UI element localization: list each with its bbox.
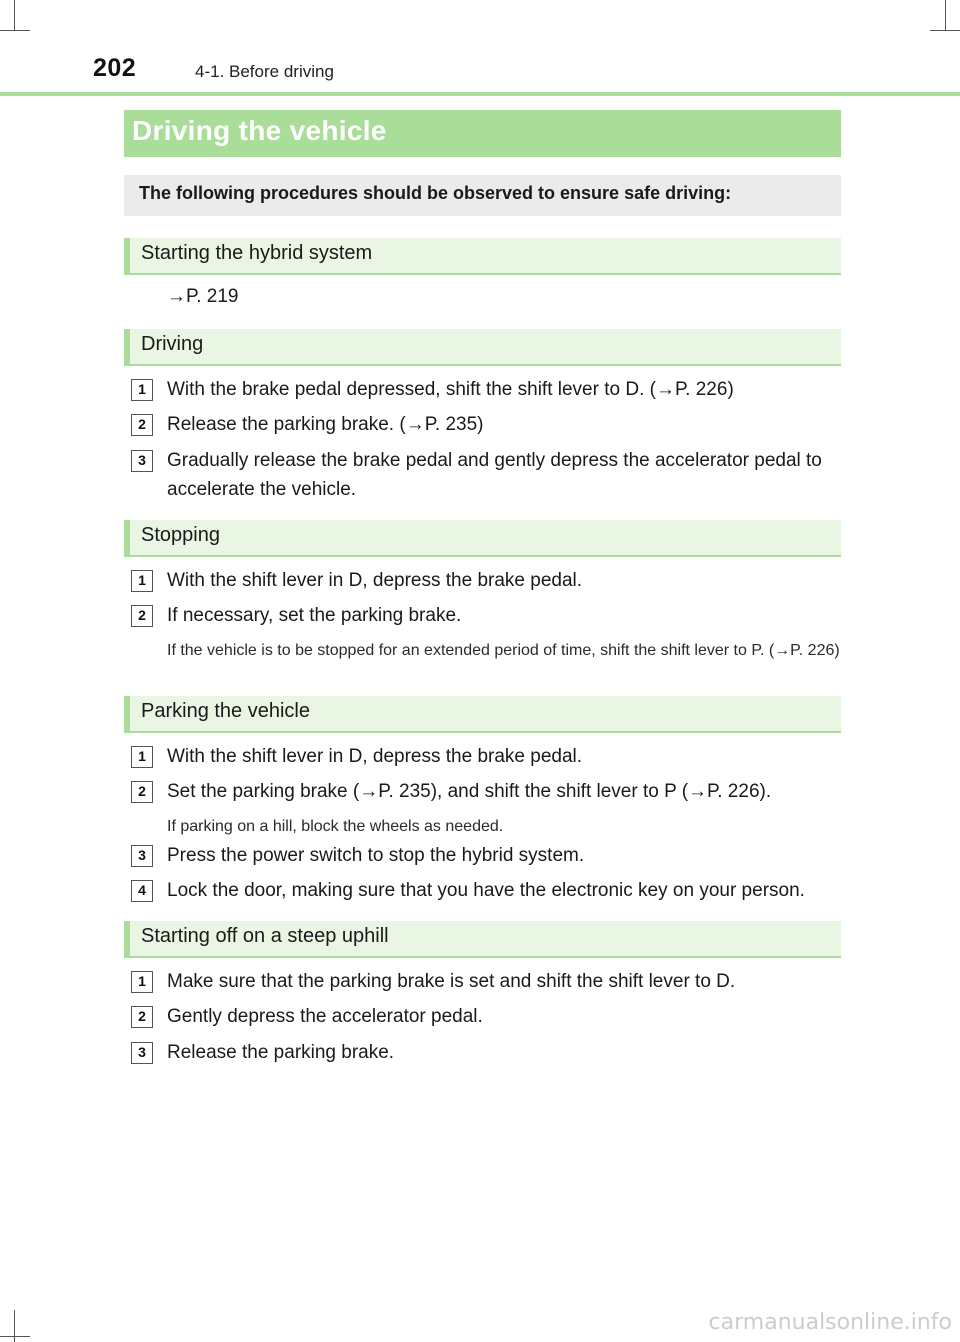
heading-driving: Driving — [124, 329, 841, 366]
step-number-badge: 3 — [131, 450, 153, 472]
heading-starting-off-uphill: Starting off on a steep uphill — [124, 921, 841, 958]
step-text: Release the parking brake. (→P. 235) — [167, 414, 484, 435]
heading-stopping: Stopping — [124, 520, 841, 557]
step-number-badge: 1 — [131, 971, 153, 993]
heading-starting-hybrid-system: Starting the hybrid system — [124, 238, 841, 275]
step-number-badge: 4 — [131, 880, 153, 902]
heading-parking-the-vehicle: Parking the vehicle — [124, 696, 841, 733]
step-text: Lock the door, making sure that you have the electronic key on your person. — [167, 880, 805, 901]
section-name: 4-1. Before driving — [195, 62, 334, 81]
step-number-badge: 3 — [131, 1042, 153, 1064]
intro-text: The following procedures should be observed to ensure safe driving: — [124, 175, 841, 216]
step-text: Gradually release the brake pedal and gently depress the accelerator pedal to accelerate the vehicle. — [167, 450, 822, 500]
step-text: With the shift lever in D, depress the brake pedal. — [167, 570, 583, 591]
crop-mark — [945, 0, 946, 30]
step-text: Set the parking brake (→P. 235), and shift the shift lever to P (→P. 226). — [167, 781, 772, 802]
page-title: Driving the vehicle — [124, 110, 841, 157]
step-number-badge: 3 — [131, 845, 153, 867]
crop-mark — [0, 1336, 30, 1337]
note-text: If parking on a hill, block the wheels as needed. — [167, 818, 504, 835]
crop-mark — [14, 1310, 15, 1342]
step-text: With the brake pedal depressed, shift the shift lever to D. (→P. 226) — [167, 379, 734, 400]
step-number-badge: 1 — [131, 570, 153, 592]
step-text: If necessary, set the parking brake. — [167, 605, 462, 626]
note-text: If the vehicle is to be stopped for an extended period of time, shift the shift lever to P. (→P. 226) — [167, 642, 840, 659]
header-divider — [0, 92, 960, 96]
page-number: 202 — [93, 54, 137, 82]
step-text: With the shift lever in D, depress the brake pedal. — [167, 746, 583, 767]
crop-mark — [14, 0, 15, 30]
crop-mark — [930, 30, 960, 31]
watermark: carmanualsonline.info — [708, 1310, 952, 1335]
step-text: Release the parking brake. — [167, 1042, 395, 1063]
step-text: Gently depress the accelerator pedal. — [167, 1006, 483, 1027]
step-number-badge: 2 — [131, 1006, 153, 1028]
step-number-badge: 1 — [131, 379, 153, 401]
step-text: Make sure that the parking brake is set and shift the shift lever to D. — [167, 971, 736, 992]
step-number-badge: 2 — [131, 414, 153, 436]
step-number-badge: 1 — [131, 746, 153, 768]
step-number-badge: 2 — [131, 781, 153, 803]
crop-mark — [0, 30, 30, 31]
step-text: Press the power switch to stop the hybrid system. — [167, 845, 585, 866]
step-number-badge: 2 — [131, 605, 153, 627]
page-reference-link[interactable]: →P. 219 — [167, 286, 239, 307]
